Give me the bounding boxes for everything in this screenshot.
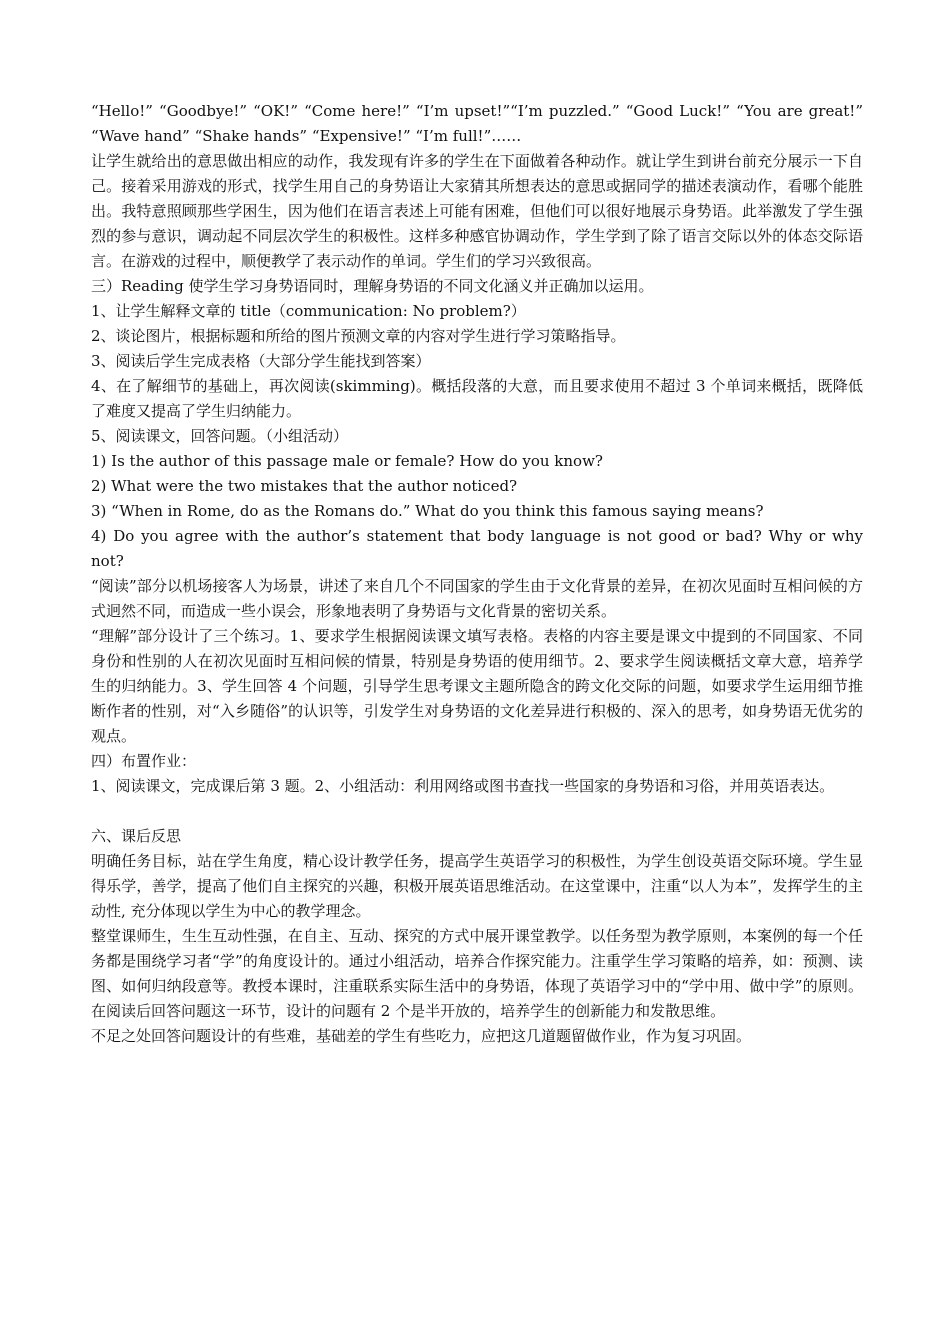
reflection-paragraph-2: 整堂课师生，生生互动性强，在自主、互动、探究的方式中展开课堂教学。以任务型为教学原则，本案例的每一个任务都是围绕学习者“学”的角度设计的。通过小组活动，培养合作探究能力。注重学生学习策略的培养，如：预测、读图、如何归纳段意等。教授本课时，注重联系实际生活中的身势语，体现了英语学习中的“学中用、做中学”的原则。在阅读后回答问题这一环节，设计的问题有 2 个是半开放的，培养学生的创新能力和发散思维。 [91,927,863,1020]
reading-step-5: 5、阅读课文，回答问题。（小组活动） [91,427,349,445]
blank-line [91,799,863,824]
reading-step-3: 3、阅读后学生完成表格（大部分学生能找到答案） [91,352,431,370]
reading-step-4: 4、在了解细节的基础上，再次阅读(skimming)。概括段落的大意，而且要求使用不超过 3 个单词来概括，既降低了难度又提高了学生归纳能力。 [91,377,863,420]
document-body [91,99,863,1049]
homework-items: 1、阅读课文，完成课后第 3 题。2、小组活动：利用网络或图书查找一些国家的身势语和习俗，并用英语表达。 [91,777,835,795]
question-3: 3) “When in Rome, do as the Romans do.” What do you think this famous saying means? [91,502,764,520]
reading-step-2: 2、谈论图片，根据标题和所给的图片预测文章的内容对学生进行学习策略指导。 [91,327,626,345]
reading-step-1: 1、让学生解释文章的 title（communication: No problem?） [91,302,526,320]
activity-description: 让学生就给出的意思做出相应的动作，我发现有许多的学生在下面做着各种动作。就让学生到讲台前充分展示一下自己。接着采用游戏的形式，找学生用自己的身势语让大家猜其所想表达的意思或据同学的描述表演动作，看哪个能胜出。我特意照顾那些学困生，因为他们在语言表述上可能有困难，但他们可以很好地展示身势语。此举激发了学生强烈的参与意识，调动起不同层次学生的积极性。这样多种感官协调动作，学生学到了除了语言交际以外的体态交际语言。在游戏的过程中，顺便教学了表示动作的单词。学生们的学习兴致很高。 [91,152,863,270]
reading-analysis: “阅读”部分以机场接客人为场景，讲述了来自几个不同国家的学生由于文化背景的差异，在初次见面时互相问候的方式迥然不同，而造成一些小误会，形象地表明了身势语与文化背景的密切关系。 [91,577,863,620]
question-2: 2) What were the two mistakes that the author noticed? [91,477,518,495]
section-homework-heading: 四）布置作业： [91,752,197,770]
reflection-paragraph-3: 不足之处回答问题设计的有些难，基础差的学生有些吃力，应把这几道题留做作业，作为复习巩固。 [91,1027,752,1045]
comprehension-analysis: “理解”部分设计了三个练习。1、要求学生根据阅读课文填写表格。表格的内容主要是课文中提到的不同国家、不同身份和性别的人在初次见面时互相问候的情景，特别是身势语的使用细节。2、要求学生阅读概括文章大意，培养学生的归纳能力。3、学生回答 4 个问题，引导学生思考课文主题所隐含的跨文化交际的问题，如要求学生运用细节推断作者的性别，对“入乡随俗”的认识等，引发学生对身势语的文化差异进行积极的、深入的思考，如身势语无优劣的观点。 [91,627,863,745]
reflection-paragraph-1: 明确任务目标，站在学生角度，精心设计教学任务，提高学生英语学习的积极性，为学生创设英语交际环境。学生显得乐学，善学，提高了他们自主探究的兴趣，积极开展英语思维活动。在这堂课中，注重“以人为本”，发挥学生的主动性, 充分体现以学生为中心的教学理念。 [91,852,863,920]
section-reflection-heading: 六、课后反思 [91,827,182,845]
question-4: 4) Do you agree with the author’s statement that body language is not good or bad? Why or why not? [91,527,863,570]
gesture-phrases: “Hello!” “Goodbye!” “OK!” “Come here!” “I’m upset!”“I’m puzzled.” “Good Luck!” “You are great!” “Wave hand” “Shake hands” “Expensive!” “I’m full!”…… [91,102,863,145]
section-reading-heading: 三）Reading 使学生学习身势语同时，理解身势语的不同文化涵义并正确加以运用。 [91,277,654,295]
question-1: 1) Is the author of this passage male or female? How do you know? [91,452,603,470]
